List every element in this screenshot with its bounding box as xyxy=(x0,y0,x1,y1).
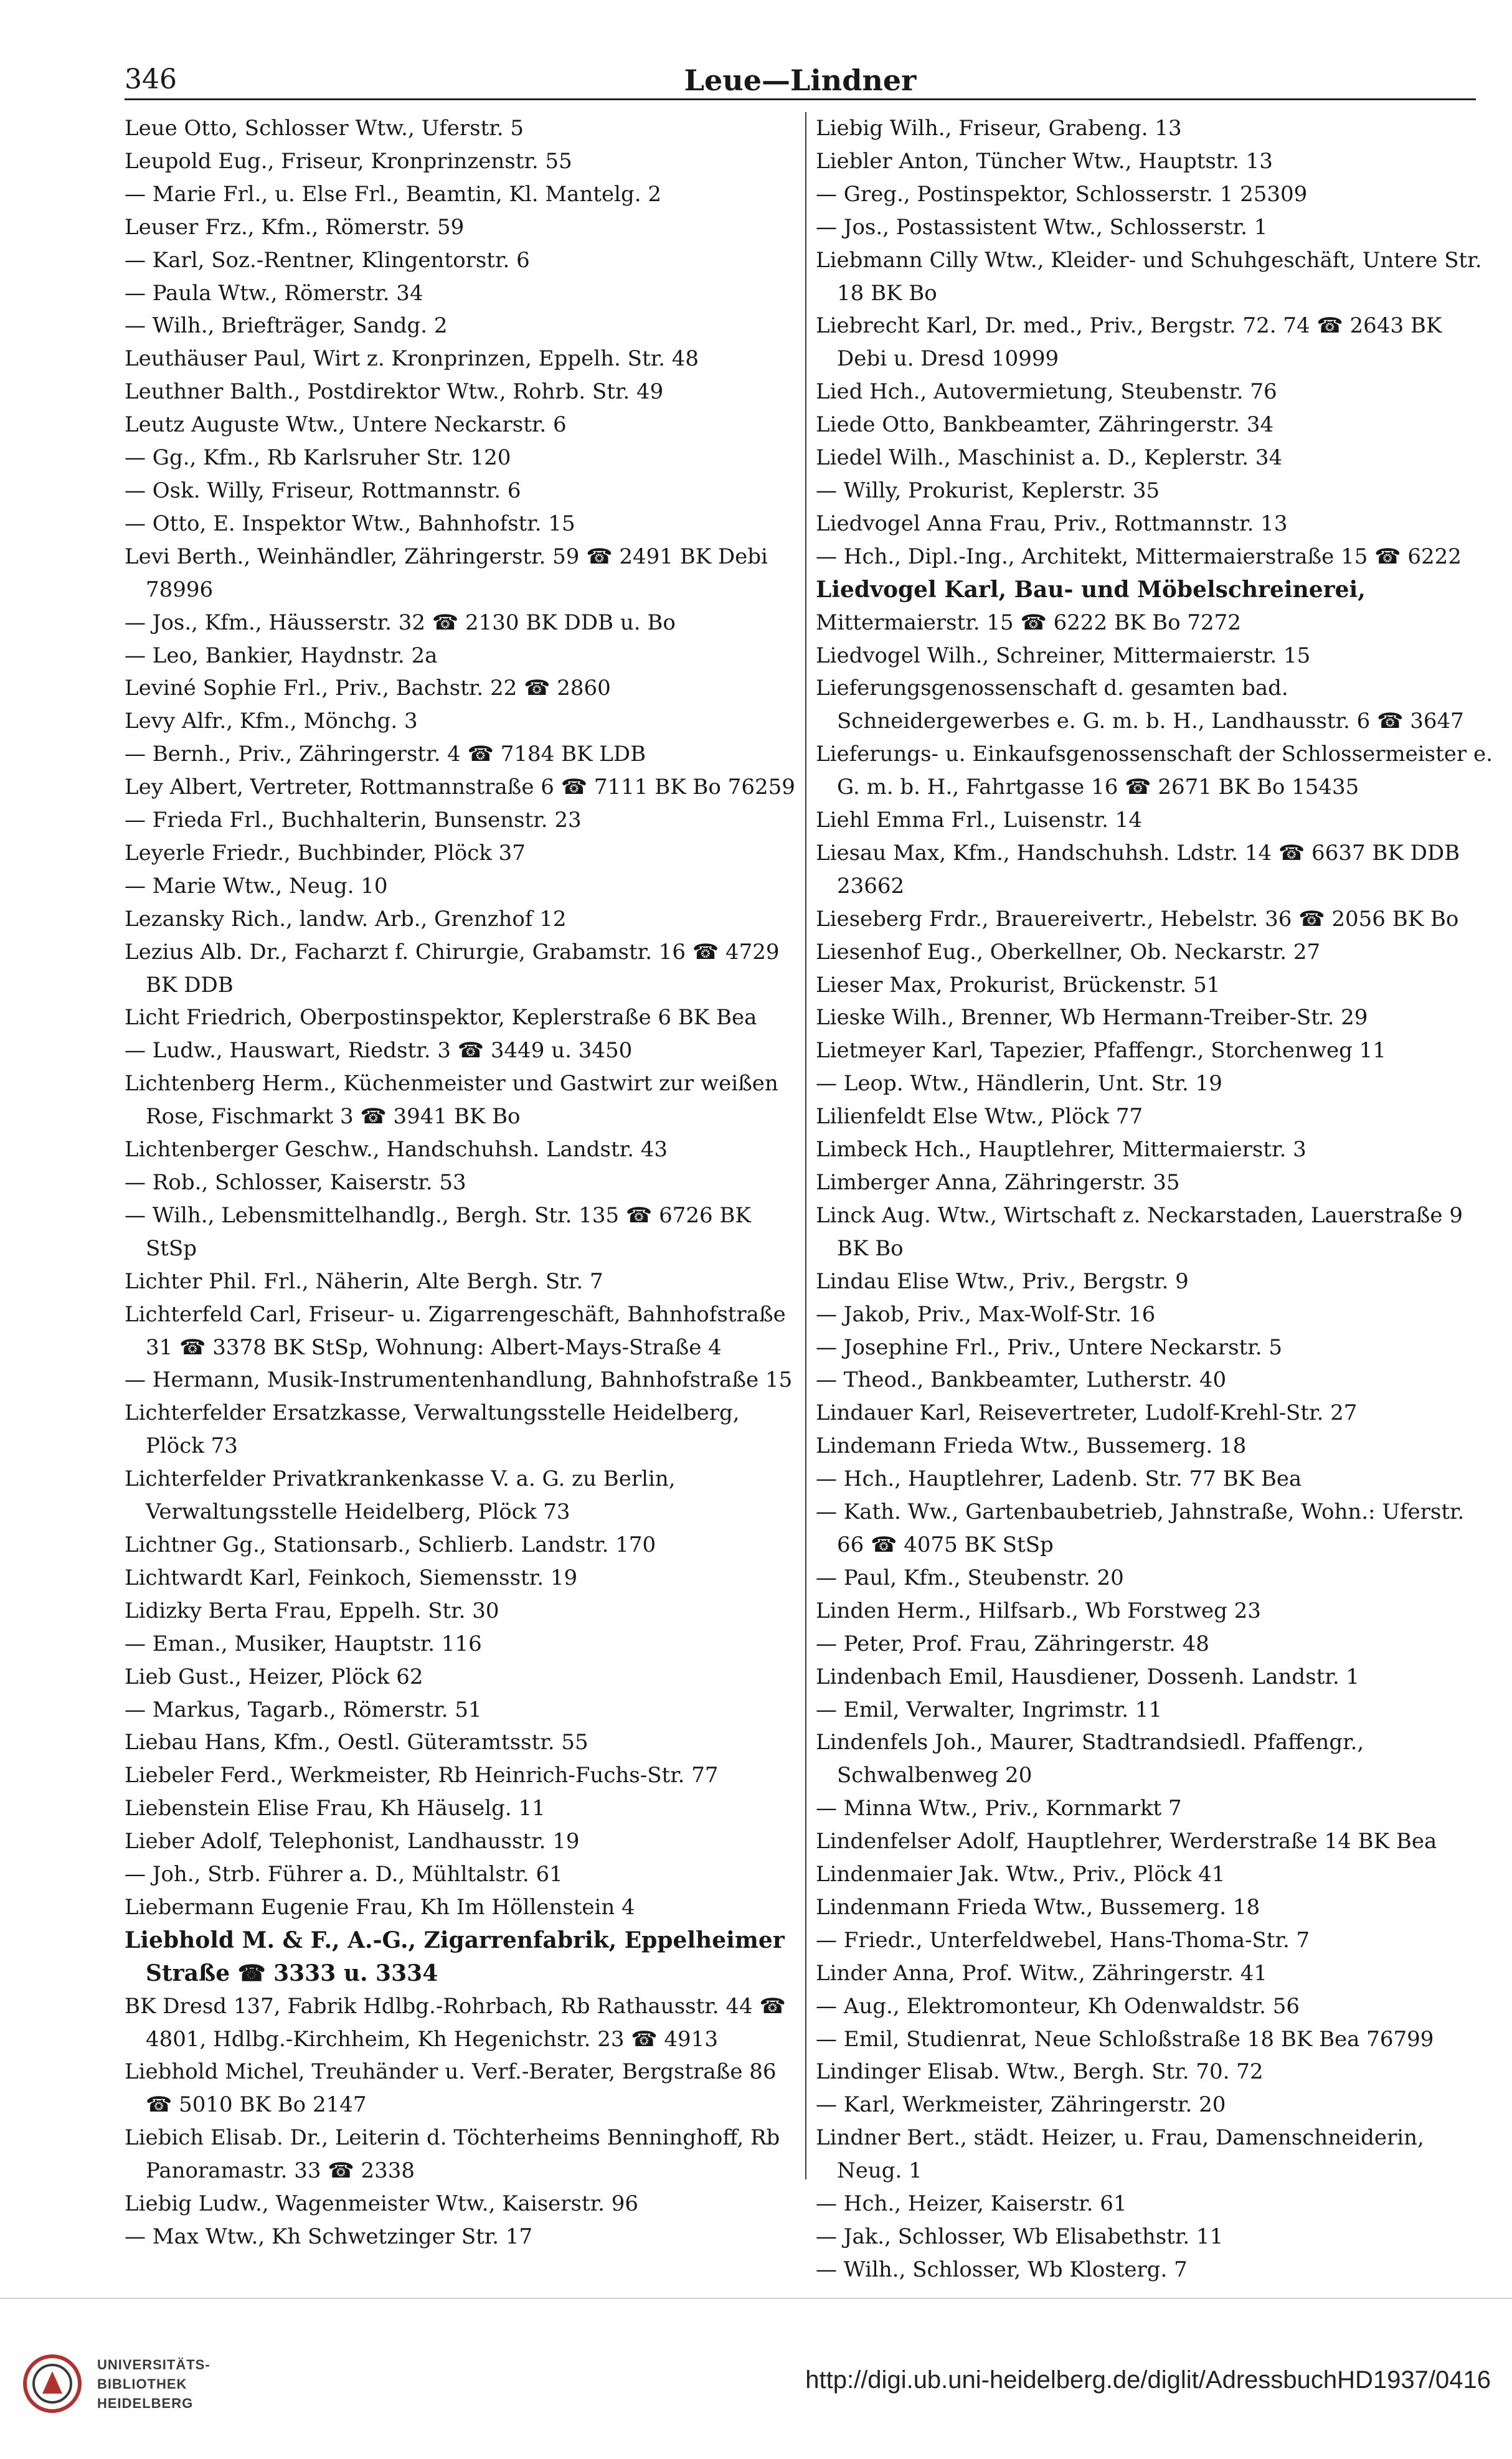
directory-entry: — Otto, E. Inspektor Wtw., Bahnhofstr. 15 xyxy=(125,511,575,536)
directory-entry: Liebau Hans, Kfm., Oestl. Güteramtsstr. 55 xyxy=(125,1730,588,1755)
directory-entry: Lindinger Elisab. Wtw., Bergh. Str. 70. 72 xyxy=(816,2059,1264,2085)
directory-entry: Lieb Gust., Heizer, Plöck 62 xyxy=(125,1664,423,1689)
source-url-link[interactable]: http://digi.ub.uni-heidelberg.de/diglit/AdressbuchHD1937/0416 xyxy=(805,2366,1491,2394)
directory-entry: — Jos., Kfm., Häusserstr. 32 ☎ 2130 BK DDB u. Bo xyxy=(125,610,676,635)
directory-entry: — Paula Wtw., Römerstr. 34 xyxy=(125,280,423,306)
directory-entry: Liebhold Michel, Treuhänder u. Verf.-Berater, Bergstraße 86 ☎ 5010 BK Bo 2147 xyxy=(125,2059,777,2118)
directory-entry: — Frieda Frl., Buchhalterin, Bunsenstr. 23 xyxy=(125,808,582,833)
logo-line-1: UNIVERSITÄTS- xyxy=(97,2357,210,2372)
directory-entry: — Hch., Heizer, Kaiserstr. 61 xyxy=(816,2191,1127,2217)
directory-entry: Lindenmaier Jak. Wtw., Priv., Plöck 41 xyxy=(816,1862,1226,1887)
directory-entry: Leuthner Balth., Postdirektor Wtw., Rohrb. Str. 49 xyxy=(125,379,664,405)
directory-entry: — Markus, Tagarb., Römerstr. 51 xyxy=(125,1697,482,1722)
directory-entry: — Leo, Bankier, Haydnstr. 2a xyxy=(125,643,438,668)
directory-entry: Leviné Sophie Frl., Priv., Bachstr. 22 ☎ 2860 xyxy=(125,676,611,701)
library-seal-icon xyxy=(22,2354,82,2414)
column-divider xyxy=(805,112,806,2179)
directory-entry: Lichterfelder Ersatzkasse, Verwaltungsstelle Heidelberg, Plöck 73 xyxy=(125,1400,740,1459)
directory-entry: Linder Anna, Prof. Witw., Zähringerstr. 41 xyxy=(816,1960,1267,1986)
directory-entry: Lilienfeldt Else Wtw., Plöck 77 xyxy=(816,1104,1143,1130)
directory-entry-bold: Liedvogel Karl, Bau- und Möbelschreinerei, xyxy=(816,576,1366,603)
directory-entry: Liebmann Cilly Wtw., Kleider- und Schuhgeschäft, Untere Str. 18 BK Bo xyxy=(816,247,1482,306)
directory-entry: Lichterfeld Carl, Friseur- u. Zigarrengeschäft, Bahnhofstraße 31 ☎ 3378 BK StSp, Wohnung: Albert-Mays-Straße 4 xyxy=(125,1301,786,1360)
directory-entry: — Marie Frl., u. Else Frl., Beamtin, Kl. Mantelg. 2 xyxy=(125,181,662,207)
directory-entry: Ley Albert, Vertreter, Rottmannstraße 6 ☎ 7111 BK Bo 76259 xyxy=(125,775,795,800)
directory-entry: — Peter, Prof. Frau, Zähringerstr. 48 xyxy=(816,1631,1209,1656)
directory-entry: Liesau Max, Kfm., Handschuhsh. Ldstr. 14 ☎ 6637 BK DDB 23662 xyxy=(816,840,1460,899)
directory-entry: Liehl Emma Frl., Luisenstr. 14 xyxy=(816,808,1142,833)
directory-entry: Lieferungs- u. Einkaufsgenossenschaft der Schlossermeister e. G. m. b. H., Fahrtgasse 16 ☎ 2671 BK Bo 15435 xyxy=(816,742,1493,800)
directory-entry: — Osk. Willy, Friseur, Rottmannstr. 6 xyxy=(125,478,521,503)
directory-entry: — Gg., Kfm., Rb Karlsruher Str. 120 xyxy=(125,445,511,471)
directory-entry: — Marie Wtw., Neug. 10 xyxy=(125,873,388,899)
page-number: 346 xyxy=(125,64,177,95)
directory-entry: Liebermann Eugenie Frau, Kh Im Höllenstein 4 xyxy=(125,1894,635,1920)
directory-entry: Liedvogel Wilh., Schreiner, Mittermaierstr. 15 xyxy=(816,643,1311,668)
directory-entry: Levy Alfr., Kfm., Mönchg. 3 xyxy=(125,709,418,734)
directory-entry: Liesenhof Eug., Oberkellner, Ob. Neckarstr. 27 xyxy=(816,939,1321,965)
directory-entry: — Jos., Postassistent Wtw., Schlosserstr. 1 xyxy=(816,214,1268,240)
directory-entry: Lieseberg Frdr., Brauereivertr., Hebelstr. 36 ☎ 2056 BK Bo xyxy=(816,906,1459,932)
directory-entry: Liebig Wilh., Friseur, Grabeng. 13 xyxy=(816,116,1182,141)
directory-entry: Lindenbach Emil, Hausdiener, Dossenh. Landstr. 1 xyxy=(816,1664,1360,1689)
directory-entry: — Rob., Schlosser, Kaiserstr. 53 xyxy=(125,1170,466,1195)
directory-entry: — Emil, Verwalter, Ingrimstr. 11 xyxy=(816,1697,1163,1722)
directory-entry: Liedel Wilh., Maschinist a. D., Keplerstr. 34 xyxy=(816,445,1283,471)
directory-entry: Lieske Wilh., Brenner, Wb Hermann-Treiber-Str. 29 xyxy=(816,1005,1368,1031)
directory-entry: Lied Hch., Autovermietung, Steubenstr. 76 xyxy=(816,379,1277,405)
directory-entry: Lichtenberg Herm., Küchenmeister und Gastwirt zur weißen Rose, Fischmarkt 3 ☎ 3941 BK Bo xyxy=(125,1071,778,1130)
directory-entry: Leupold Eug., Friseur, Kronprinzenstr. 55 xyxy=(125,148,572,174)
directory-entry: Levi Berth., Weinhändler, Zähringerstr. 59 ☎ 2491 BK Debi 78996 xyxy=(125,544,768,602)
directory-entry: — Hch., Hauptlehrer, Ladenb. Str. 77 BK Bea xyxy=(816,1466,1302,1492)
directory-entry: Lindenfelser Adolf, Hauptlehrer, Werderstraße 14 BK Bea xyxy=(816,1829,1437,1854)
directory-entry: Lichtenberger Geschw., Handschuhsh. Landstr. 43 xyxy=(125,1137,668,1163)
logo-line-2: BIBLIOTHEK xyxy=(97,2376,187,2392)
directory-entry: — Hermann, Musik-Instrumentenhandlung, Bahnhofstraße 15 xyxy=(125,1367,793,1393)
directory-entry: — Paul, Kfm., Steubenstr. 20 xyxy=(816,1565,1124,1590)
directory-entry: — Aug., Elektromonteur, Kh Odenwaldstr. 56 xyxy=(816,1993,1300,2019)
directory-entry: — Minna Wtw., Priv., Kornmarkt 7 xyxy=(816,1796,1182,1821)
header-rule xyxy=(125,98,1476,100)
directory-entry: Lindau Elise Wtw., Priv., Bergstr. 9 xyxy=(816,1268,1189,1294)
directory-entry: Lichtner Gg., Stationsarb., Schlierb. Landstr. 170 xyxy=(125,1532,656,1557)
directory-entry: Lichtwardt Karl, Feinkoch, Siemensstr. 19 xyxy=(125,1565,578,1590)
directory-entry: — Max Wtw., Kh Schwetzinger Str. 17 xyxy=(125,2224,533,2249)
directory-entry: Limbeck Hch., Hauptlehrer, Mittermaierstr. 3 xyxy=(816,1137,1306,1163)
directory-entry: — Joh., Strb. Führer a. D., Mühltalstr. 61 xyxy=(125,1862,563,1887)
running-head: Leue—Lindner xyxy=(684,64,917,97)
directory-entry: Leuthäuser Paul, Wirt z. Kronprinzen, Eppelh. Str. 48 xyxy=(125,346,699,372)
page-header xyxy=(125,64,1476,103)
directory-entry: Liebich Elisab. Dr., Leiterin d. Töchterheims Benninghoff, Rb Panoramastr. 33 ☎ 2338 xyxy=(125,2125,780,2184)
directory-entry: Lezansky Rich., landw. Arb., Grenzhof 12 xyxy=(125,906,567,932)
directory-entry: — Leop. Wtw., Händlerin, Unt. Str. 19 xyxy=(816,1071,1222,1097)
logo-line-3: HEIDELBERG xyxy=(97,2395,194,2411)
directory-entry: Lieser Max, Prokurist, Brückenstr. 51 xyxy=(816,972,1221,998)
directory-entry: Leuser Frz., Kfm., Römerstr. 59 xyxy=(125,214,465,240)
directory-entry: Lieber Adolf, Telephonist, Landhausstr. 19 xyxy=(125,1829,580,1854)
directory-entry: — Friedr., Unterfeldwebel, Hans-Thoma-Str. 7 xyxy=(816,1927,1310,1953)
directory-entry: Lezius Alb. Dr., Facharzt f. Chirurgie, Grabamstr. 16 ☎ 4729 BK DDB xyxy=(125,939,780,998)
directory-entry: Mittermaierstr. 15 ☎ 6222 BK Bo 7272 xyxy=(816,610,1241,635)
directory-entry: — Wilh., Schlosser, Wb Klosterg. 7 xyxy=(816,2257,1188,2282)
directory-entry: Lindenfels Joh., Maurer, Stadtrandsiedl. Pfaffengr., Schwalbenweg 20 xyxy=(816,1730,1364,1788)
left-column xyxy=(125,112,803,2249)
directory-entry: — Wilh., Lebensmittelhandlg., Bergh. Str. 135 ☎ 6726 BK StSp xyxy=(125,1202,751,1261)
directory-entry: Liede Otto, Bankbeamter, Zähringerstr. 34 xyxy=(816,412,1274,438)
directory-entry: Linden Herm., Hilfsarb., Wb Forstweg 23 xyxy=(816,1598,1261,1623)
directory-entry: — Greg., Postinspektor, Schlosserstr. 1 25309 xyxy=(816,181,1308,207)
directory-entry: — Bernh., Priv., Zähringerstr. 4 ☎ 7184 BK LDB xyxy=(125,742,646,767)
directory-entry: Leyerle Friedr., Buchbinder, Plöck 37 xyxy=(125,840,526,866)
directory-entry: — Jakob, Priv., Max-Wolf-Str. 16 xyxy=(816,1301,1156,1327)
directory-entry: Linck Aug. Wtw., Wirtschaft z. Neckarstaden, Lauerstraße 9 BK Bo xyxy=(816,1202,1463,1261)
directory-entry: Liedvogel Anna Frau, Priv., Rottmannstr. 13 xyxy=(816,511,1288,536)
directory-entry: — Karl, Soz.-Rentner, Klingentorstr. 6 xyxy=(125,247,530,273)
directory-entry: Lindner Bert., städt. Heizer, u. Frau, Damenschneiderin, Neug. 1 xyxy=(816,2125,1424,2184)
directory-entry: Leutz Auguste Wtw., Untere Neckarstr. 6 xyxy=(125,412,567,438)
directory-entry: Lichter Phil. Frl., Näherin, Alte Bergh. Str. 7 xyxy=(125,1268,603,1294)
directory-entry: Liebler Anton, Tüncher Wtw., Hauptstr. 13 xyxy=(816,148,1273,174)
directory-entry: — Josephine Frl., Priv., Untere Neckarstr. 5 xyxy=(816,1334,1283,1360)
directory-entry: — Wilh., Briefträger, Sandg. 2 xyxy=(125,313,448,339)
directory-entry: Licht Friedrich, Oberpostinspektor, Keplerstraße 6 BK Bea xyxy=(125,1005,757,1031)
directory-entry: Liebeler Ferd., Werkmeister, Rb Heinrich-Fuchs-Str. 77 xyxy=(125,1763,719,1788)
directory-entry: BK Dresd 137, Fabrik Hdlbg.-Rohrbach, Rb Rathausstr. 44 ☎ 4801, Hdlbg.-Kirchheim, Kh Hegenichstr. 23 ☎ 4913 xyxy=(125,1993,786,2052)
directory-entry: — Ludw., Hauswart, Riedstr. 3 ☎ 3449 u. 3450 xyxy=(125,1038,633,1064)
right-column xyxy=(816,112,1495,2282)
directory-entry: Lietmeyer Karl, Tapezier, Pfaffengr., Storchenweg 11 xyxy=(816,1038,1386,1064)
directory-entry: Lidizky Berta Frau, Eppelh. Str. 30 xyxy=(125,1598,499,1623)
directory-entry: — Emil, Studienrat, Neue Schloßstraße 18 BK Bea 76799 xyxy=(816,2026,1434,2052)
directory-entry: — Hch., Dipl.-Ing., Architekt, Mittermaierstraße 15 ☎ 6222 xyxy=(816,544,1462,569)
directory-entry: Liebrecht Karl, Dr. med., Priv., Bergstr. 72. 74 ☎ 2643 BK Debi u. Dresd 10999 xyxy=(816,313,1442,372)
directory-entry: Leue Otto, Schlosser Wtw., Uferstr. 5 xyxy=(125,116,524,141)
directory-entry: Liebig Ludw., Wagenmeister Wtw., Kaiserstr. 96 xyxy=(125,2191,639,2217)
directory-entry: Lichterfelder Privatkrankenkasse V. a. G. zu Berlin, Verwaltungsstelle Heidelberg, Plöck 73 xyxy=(125,1466,676,1525)
directory-entry: — Willy, Prokurist, Keplerstr. 35 xyxy=(816,478,1160,503)
directory-entry: Lindauer Karl, Reisevertreter, Ludolf-Krehl-Str. 27 xyxy=(816,1400,1358,1426)
directory-entry: Lieferungsgenossenschaft d. gesamten bad. Schneidergewerbes e. G. m. b. H., Landhausstr. 6 ☎ 3647 xyxy=(816,676,1464,734)
library-logo[interactable] xyxy=(22,2341,247,2428)
directory-entry: Limberger Anna, Zähringerstr. 35 xyxy=(816,1170,1180,1195)
directory-entry: — Kath. Ww., Gartenbaubetrieb, Jahnstraße, Wohn.: Uferstr. 66 ☎ 4075 BK StSp xyxy=(816,1499,1465,1557)
directory-entry: — Theod., Bankbeamter, Lutherstr. 40 xyxy=(816,1367,1227,1393)
directory-entry-bold: Liebhold M. & F., A.-G., Zigarrenfabrik, Eppelheimer Straße ☎ 3333 u. 3334 xyxy=(125,1927,785,1986)
directory-entry: — Jak., Schlosser, Wb Elisabethstr. 11 xyxy=(816,2224,1224,2249)
directory-entry: Lindenmann Frieda Wtw., Bussemerg. 18 xyxy=(816,1894,1260,1920)
directory-entry: Lindemann Frieda Wtw., Bussemerg. 18 xyxy=(816,1433,1247,1459)
directory-entry: — Eman., Musiker, Hauptstr. 116 xyxy=(125,1631,482,1656)
footer-rule xyxy=(0,2298,1512,2299)
directory-entry: Liebenstein Elise Frau, Kh Häuselg. 11 xyxy=(125,1796,546,1821)
library-logo-text xyxy=(97,2355,210,2413)
directory-entry: — Karl, Werkmeister, Zähringerstr. 20 xyxy=(816,2092,1226,2118)
